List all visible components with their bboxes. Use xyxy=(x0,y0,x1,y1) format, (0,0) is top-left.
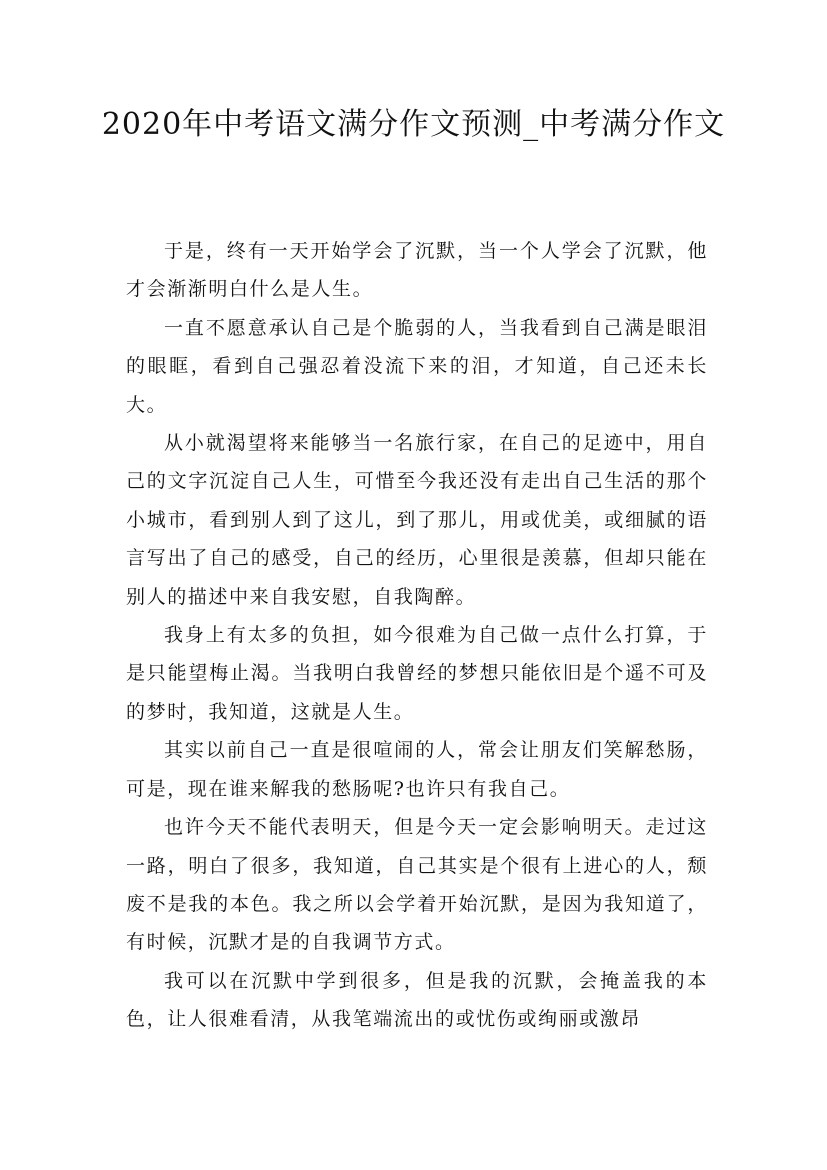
paragraph: 我可以在沉默中学到很多，但是我的沉默，会掩盖我的本色，让人很难看清，从我笔端流出的或忧伤或绚丽或激昂 xyxy=(126,969,708,1031)
document-body xyxy=(126,232,708,1039)
paragraph: 一直不愿意承认自己是个脆弱的人，当我看到自己满是眼泪的眼眶，看到自己强忍着没流下来的泪，才知道，自己还未长大。 xyxy=(126,316,708,416)
paragraph: 我身上有太多的负担，如今很难为自己做一点什么打算，于是只能望梅止渴。当我明白我曾经的梦想只能依旧是个遥不可及的梦时，我知道，这就是人生。 xyxy=(126,624,708,723)
paragraph: 也许今天不能代表明天，但是今天一定会影响明天。走过这一路，明白了很多，我知道，自己其实是个很有上进心的人，颓废不是我的本色。我之所以会学着开始沉默，是因为我知道了，有时候，沉默才是的自我调节方式。 xyxy=(126,816,708,954)
paragraph: 其实以前自己一直是很喧闹的人，常会让朋友们笑解愁肠，可是，现在谁来解我的愁肠呢?也许只有我自己。 xyxy=(126,739,708,800)
paragraph: 从小就渴望将来能够当一名旅行家，在自己的足迹中，用自己的文字沉淀自己人生，可惜至今我还没有走出自己生活的那个小城市，看到别人到了这儿，到了那儿，用或优美，或细腻的语言写出了自己的感受，自己的经历，心里很是羡慕，但却只能在别人的描述中来自我安慰，自我陶醉。 xyxy=(126,432,708,608)
document-title: 2020年中考语文满分作文预测_中考满分作文 xyxy=(101,107,726,142)
paragraph: 于是，终有一天开始学会了沉默，当一个人学会了沉默，他才会渐渐明白什么是人生。 xyxy=(126,240,708,301)
